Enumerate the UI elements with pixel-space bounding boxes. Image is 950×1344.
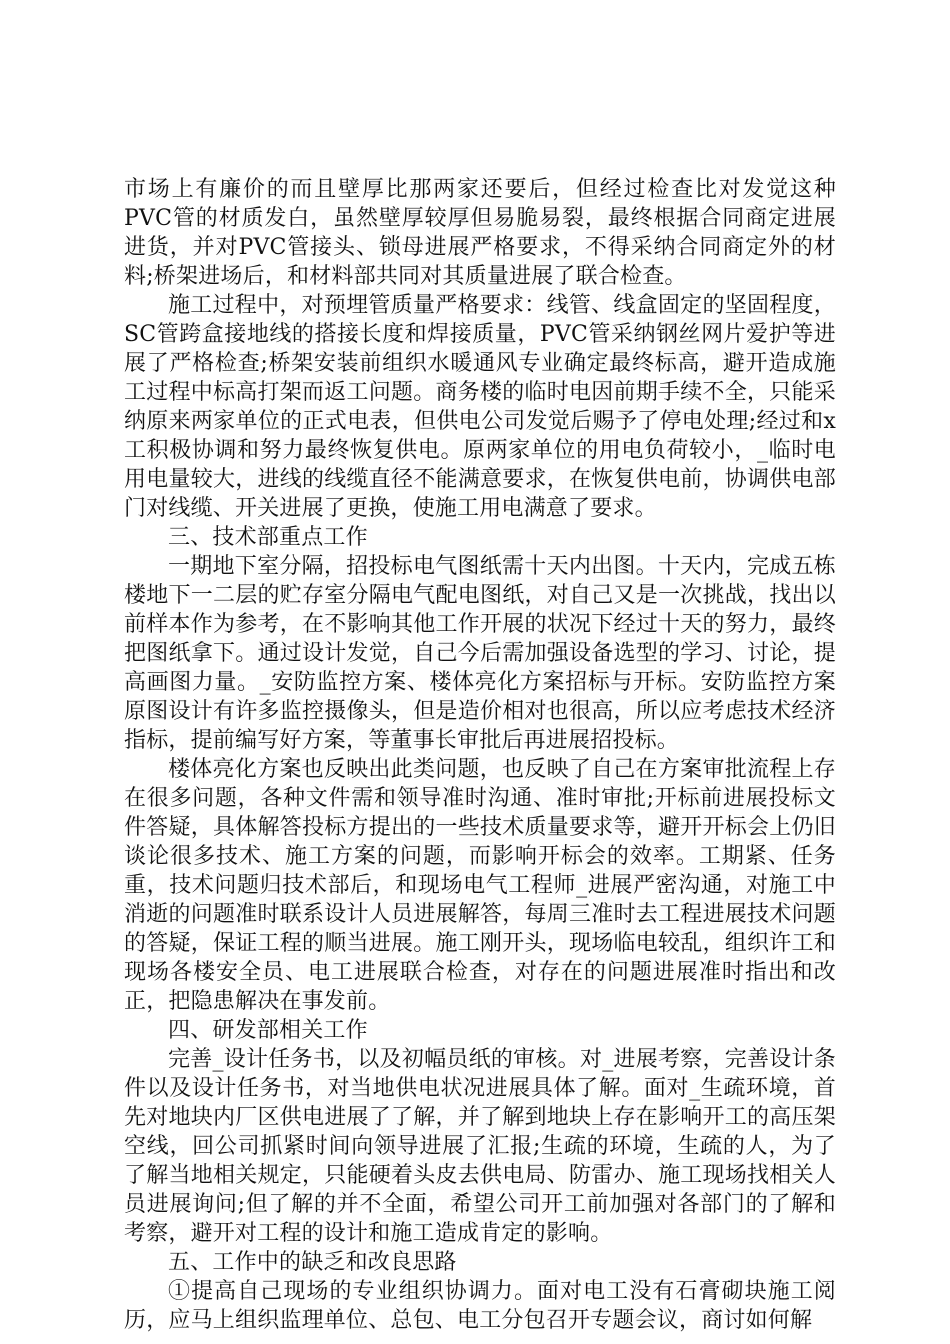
section-heading-rd: 四、研发部相关工作 (168, 1018, 368, 1043)
section-heading-improvements: 五、工作中的缺乏和改良思路 (168, 1250, 457, 1275)
paragraph-lighting-plan: 楼体亮化方案也反映出此类问题，也反映了自己在方案审批流程上存在很多问题，各种文件需和领导准时沟通、准时审批;开标前进展投标文件答疑，具体解答投标方提出的一些技术质量要求等，避开开标会上仍旧谈论很多技术、施工方案的问题，而影响开标会的效率。工期紧、任务重，技术问题归技术部后，和现场电气工程师_进展严密沟通，对施工中消逝的问题准时联系设计人员进展解答，每周三准时去工程进展技术问题的答疑，保证工程的顺当进展。施工刚开头，现场临电较乱，组织许工和现场各楼安全员、电工进展联合检查，对存在的问题进展准时指出和改正，把隐患解决在事发前。 (124, 757, 836, 1014)
paragraph-construction-process: 施工过程中，对预埋管质量严格要求：线管、线盒固定的坚固程度，SC管跨盒接地线的搭接长度和焊接质量，PVC管采纳钢丝网片爱护等进展了严格检查;桥架安装前组织水暖通风专业确定最终标高，避开造成施工过程中标高打架而返工问题。商务楼的临时电因前期手续不全，只能采纳原来两家单位的正式电表，但供电公司发觉后赐予了停电处理;经过和x工积极协调和努力最终恢复供电。原两家单位的用电负荷较小，_临时电用电量较大，进线的线缆直径不能满意要求，在恢复供电前，协调供电部门对线缆、开关进展了更换，使施工用电满意了要求。 (124, 293, 836, 521)
paragraph-continuation: 市场上有廉价的而且壁厚比那两家还要后，但经过检查比对发觉这种PVC管的材质发白，虽然壁厚较厚但易脆易裂，最终根据合同商定进展进货，并对PVC管接头、锁母进展严格要求，不得采纳合同商定外的材料;桥架进场后，和材料部共同对其质量进展了联合检查。 (124, 177, 836, 289)
paragraph-basement-drawings: 一期地下室分隔，招投标电气图纸需十天内出图。十天内，完成五栋楼地下一二层的贮存室分隔电气配电图纸，对自己又是一次挑战，找出以前样本作为参考，在不影响其他工作开展的状况下经过十天的努力，最终把图纸拿下。通过设计发觉，自己今后需加强设备选型的学习、讨论，提高画图力量。_安防监控方案、楼体亮化方案招标与开标。安防监控方案原图设计有许多监控摄像头，但是造价相对也很高，所以应考虑技术经济指标，提前编写好方案，等董事长审批后再进展招投标。 (124, 554, 836, 753)
paragraph-coordination: ①提高自己现场的专业组织协调力。面对电工没有石膏砌块施工阅历，应马上组织监理单位、总包、电工分包召开专题会议，商讨如何解 (124, 1279, 836, 1333)
paragraph-design-brief: 完善_设计任务书，以及初幅员纸的审核。对_进展考察，完善设计条件以及设计任务书，对当地供电状况进展具体了解。面对_生疏环境，首先对地块内厂区供电进展了了解，并了解到地块上存在影响开工的高压架空线，回公司抓紧时间向领导进展了汇报;生疏的环境，生疏的人，为了了解当地相关规定，只能硬着头皮去供电局、防雷办、施工现场找相关人员进展询问;但了解的并不全面，希望公司开工前加强对各部门的了解和考察，避开对工程的设计和施工造成肯定的影响。 (124, 1047, 836, 1246)
document-body (124, 175, 836, 1335)
section-heading-technical: 三、技术部重点工作 (168, 525, 368, 550)
